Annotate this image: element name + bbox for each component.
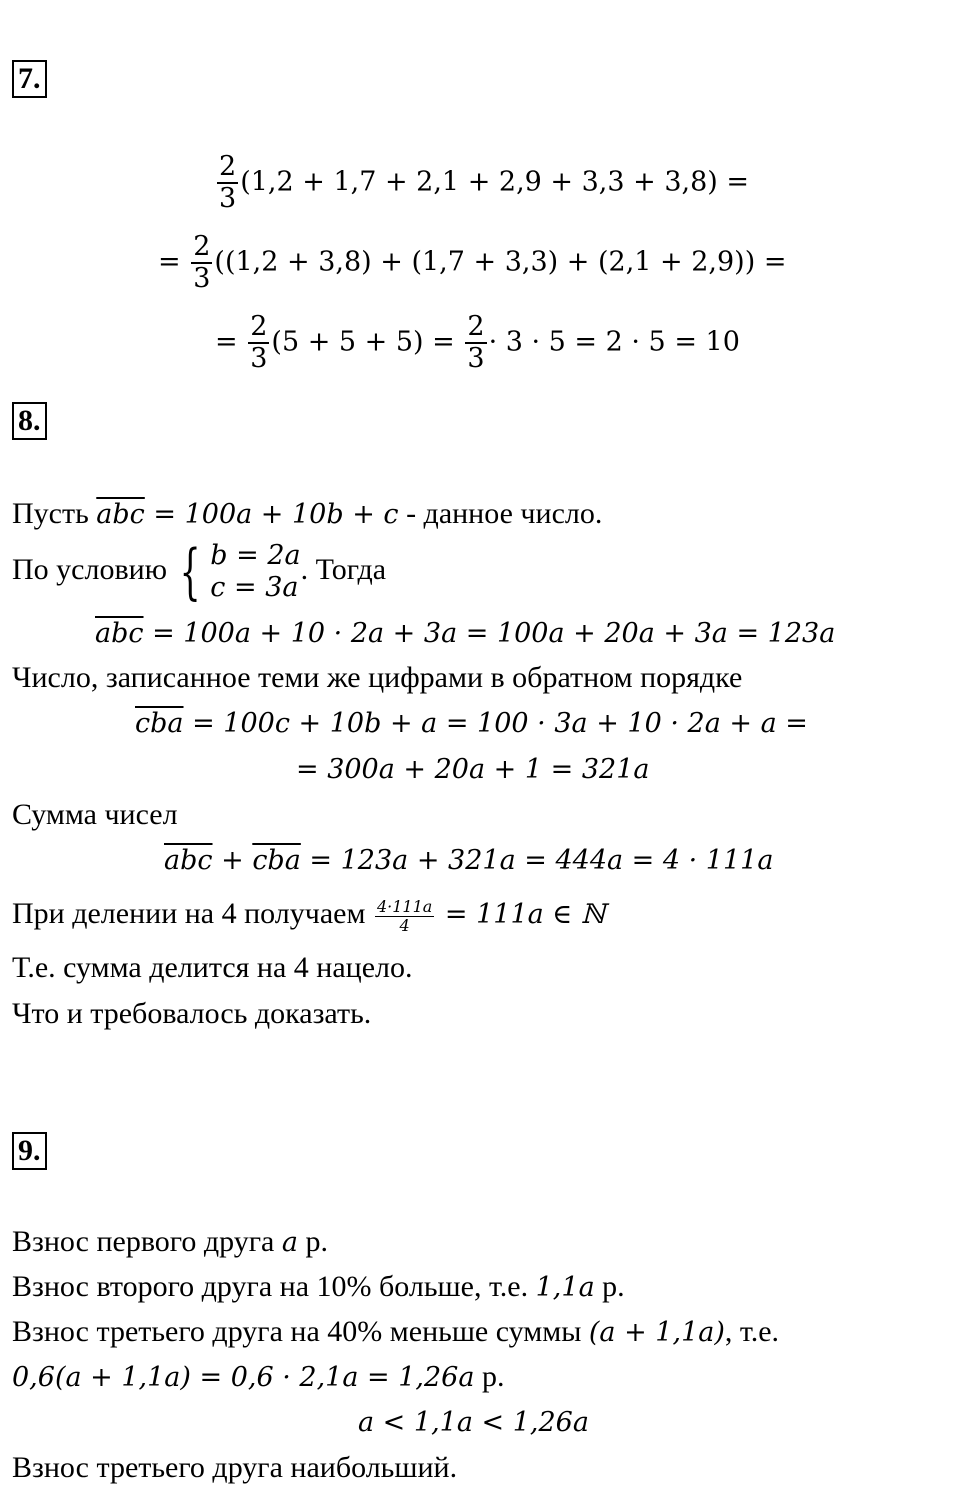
equation-7-line-3: = $\frac{2}{3}$ (5 + 5 + 5) = $\frac{2}{3}$ · 3 · 5 = 2 · 5 = 10	[215, 311, 740, 374]
fraction: $\frac{2}{3}$	[219, 151, 237, 214]
p9-sentence-2: Взнос второго друга на 10% больше, т.е. 1,1a р.	[12, 1270, 625, 1303]
p9-sentence-6: Взнос третьего друга наибольший.	[12, 1451, 458, 1484]
p8-sentence-1: Пусть $\overline{abc} = 100a + 10b + c$ - данное число.	[12, 497, 603, 530]
equation-7-line-1: $\frac{2}{3}$ (1,2 + 1,7 + 2,1 + 2,9 + 3,3 + 3,8) =	[219, 151, 750, 214]
p8-sentence-10: Т.е. сумма делится на 4 нацело.	[12, 951, 413, 984]
left-brace: {	[179, 537, 201, 607]
problem-number-7: 7.	[12, 60, 47, 98]
p8-equation-cba-2: = 300a + 20a + 1 = 321a	[296, 754, 650, 785]
problem-number-9: 9.	[12, 1132, 47, 1170]
fraction: $\frac{2}{3}$	[250, 311, 268, 374]
equation-system: b = 2a c = 3a	[210, 540, 301, 603]
p8-sentence-11: Что и требовалось доказать.	[12, 997, 372, 1030]
p9-sentence-4: 0,6(a + 1,1a) = 0,6 · 2,1a = 1,26a р.	[12, 1360, 505, 1393]
problem-number-8: 8.	[12, 402, 47, 440]
p9-sentence-3: Взнос третьего друга на 40% меньше суммы (a + 1,1a), т.е.	[12, 1315, 780, 1348]
p8-sentence-9: При делении на 4 получаем $\frac{4\cdot 111a}{4}$ = 111a ∈ ℕ	[12, 896, 606, 935]
equation-7-line-2: = $\frac{2}{3}$ ((1,2 + 3,8) + (1,7 + 3,3) + (2,1 + 2,9)) =	[158, 231, 787, 294]
p8-equation-cba-1: $\overline{cba} = 100c + 10b + a = 100 \cdot 3a + 10 \cdot 2a + a$ =	[135, 708, 808, 739]
p8-sentence-7: Сумма чисел	[12, 798, 178, 831]
fraction: $\frac{2}{3}$	[467, 311, 485, 374]
fraction: $\frac{4\cdot 111a}{4}$	[376, 896, 433, 935]
p8-sentence-2: По условию { b = 2a c = 3a . Тогда	[12, 537, 387, 607]
p9-inequality: a < 1,1a < 1,26a	[358, 1407, 589, 1438]
fraction: $\frac{2}{3}$	[193, 231, 211, 294]
p8-sentence-4: Число, записанное теми же цифрами в обратном порядке	[12, 661, 743, 694]
p8-equation-abc: $\overline{abc} = 100a + 10 \cdot 2a + 3a = 100a + 20a + 3a = 123a$	[95, 618, 836, 649]
p8-equation-sum: $\overline{abc} + \overline{cba} = 123a + 321a = 444a = 4 \cdot 111a$	[164, 845, 774, 876]
p9-sentence-1: Взнос первого друга a р.	[12, 1225, 328, 1258]
